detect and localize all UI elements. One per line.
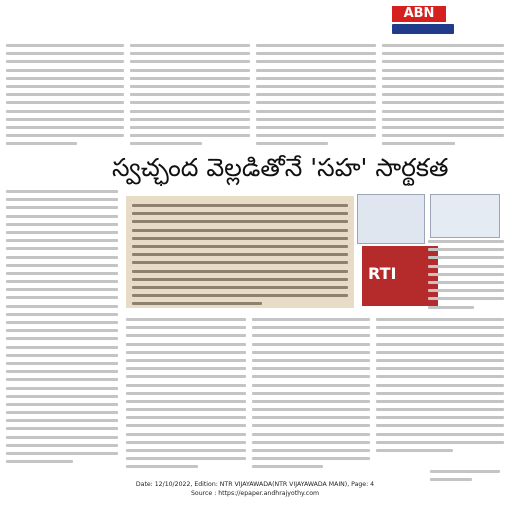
text-line-placeholder xyxy=(6,411,118,414)
text-line-placeholder xyxy=(6,77,124,80)
text-line-placeholder xyxy=(376,343,504,346)
text-line-placeholder xyxy=(6,206,118,209)
text-line-placeholder xyxy=(6,436,118,439)
text-line-placeholder xyxy=(132,237,348,240)
text-line-placeholder xyxy=(6,52,124,55)
text-line-placeholder xyxy=(252,334,370,337)
text-line-placeholder xyxy=(126,334,246,337)
text-line-placeholder xyxy=(126,424,246,427)
text-line-placeholder xyxy=(126,408,246,411)
text-line-placeholder xyxy=(256,126,376,129)
text-line-placeholder xyxy=(256,134,376,137)
text-line-placeholder xyxy=(132,220,348,223)
text-line-placeholder xyxy=(428,297,504,300)
text-line-placeholder xyxy=(6,44,124,47)
text-line-placeholder xyxy=(132,212,348,215)
text-line-placeholder xyxy=(376,441,504,444)
text-line-placeholder xyxy=(382,85,504,88)
text-line-placeholder xyxy=(126,367,246,370)
text-line-placeholder xyxy=(130,44,250,47)
text-line-placeholder xyxy=(256,69,376,72)
text-line-placeholder xyxy=(376,408,504,411)
text-line-placeholder xyxy=(428,240,504,243)
text-line-placeholder xyxy=(252,384,370,387)
text-line-placeholder xyxy=(376,351,504,354)
text-line-placeholder xyxy=(252,400,370,403)
text-line-placeholder xyxy=(428,256,504,259)
text-line-placeholder xyxy=(6,329,118,332)
text-line-placeholder xyxy=(428,265,504,268)
text-line-placeholder xyxy=(382,110,504,113)
text-line-placeholder xyxy=(6,346,118,349)
text-line-placeholder xyxy=(252,465,323,468)
text-line-placeholder xyxy=(6,280,118,283)
text-line-placeholder xyxy=(132,294,348,297)
text-line-placeholder xyxy=(132,245,348,248)
text-line-placeholder xyxy=(252,367,370,370)
text-line-placeholder xyxy=(382,60,504,63)
logo-abn-text: ABN xyxy=(403,6,435,21)
text-line-placeholder xyxy=(130,134,250,137)
text-line-placeholder xyxy=(126,343,246,346)
text-line-placeholder xyxy=(382,134,504,137)
text-line-placeholder xyxy=(256,118,376,121)
text-line-placeholder xyxy=(256,60,376,63)
text-line-placeholder xyxy=(376,433,504,436)
text-line-placeholder xyxy=(252,457,370,460)
body-column-top-right xyxy=(382,44,504,150)
text-line-placeholder xyxy=(6,101,124,104)
text-line-placeholder xyxy=(252,326,370,329)
text-line-placeholder xyxy=(382,44,504,47)
text-line-placeholder xyxy=(428,306,474,309)
text-line-placeholder xyxy=(132,270,348,273)
text-line-placeholder xyxy=(132,229,348,232)
text-line-placeholder xyxy=(376,384,504,387)
text-line-placeholder xyxy=(6,85,124,88)
text-line-placeholder xyxy=(6,321,118,324)
text-line-placeholder xyxy=(252,441,370,444)
text-line-placeholder xyxy=(376,359,504,362)
body-column-left xyxy=(6,190,118,468)
text-line-placeholder xyxy=(126,375,246,378)
body-column-bottom-3 xyxy=(376,318,504,457)
text-line-placeholder xyxy=(256,93,376,96)
text-line-placeholder xyxy=(126,400,246,403)
text-line-placeholder xyxy=(252,433,370,436)
text-line-placeholder xyxy=(126,359,246,362)
text-line-placeholder xyxy=(376,367,504,370)
text-line-placeholder xyxy=(132,278,348,281)
text-line-placeholder xyxy=(6,223,118,226)
photo-court-building xyxy=(357,194,425,244)
text-line-placeholder xyxy=(6,60,124,63)
text-line-placeholder xyxy=(6,395,118,398)
text-line-placeholder xyxy=(6,272,118,275)
text-line-placeholder xyxy=(6,288,118,291)
text-line-placeholder xyxy=(130,118,250,121)
text-line-placeholder xyxy=(252,343,370,346)
text-line-placeholder xyxy=(6,118,124,121)
text-line-placeholder xyxy=(6,313,118,316)
text-line-placeholder xyxy=(252,351,370,354)
text-line-placeholder xyxy=(6,370,118,373)
text-line-placeholder xyxy=(382,126,504,129)
text-line-placeholder xyxy=(6,444,118,447)
text-line-placeholder xyxy=(256,52,376,55)
text-line-placeholder xyxy=(256,85,376,88)
text-line-placeholder xyxy=(252,359,370,362)
text-line-placeholder xyxy=(126,433,246,436)
text-line-placeholder xyxy=(6,231,118,234)
logo-tagline-block xyxy=(392,24,454,34)
photo-rti-gavel xyxy=(362,246,438,306)
text-line-placeholder xyxy=(132,302,262,305)
footer-edition-line: Date: 12/10/2022, Edition: NTR VIJAYAWADA(NTR VIJAYAWADA MAIN), Page: 4 xyxy=(135,481,375,488)
text-line-placeholder xyxy=(256,101,376,104)
text-line-placeholder xyxy=(256,110,376,113)
text-line-placeholder xyxy=(382,52,504,55)
text-line-placeholder xyxy=(6,354,118,357)
text-line-placeholder xyxy=(126,457,246,460)
text-line-placeholder xyxy=(376,334,504,337)
text-line-placeholder xyxy=(428,289,504,292)
text-line-placeholder xyxy=(382,118,504,121)
text-line-placeholder xyxy=(130,110,250,113)
body-column-top-middle-left xyxy=(130,44,250,150)
text-line-placeholder xyxy=(376,318,504,321)
text-line-placeholder xyxy=(6,198,118,201)
body-column-right-upper xyxy=(428,240,504,314)
text-line-placeholder xyxy=(132,286,348,289)
text-line-placeholder xyxy=(130,60,250,63)
intro-highlight-box xyxy=(126,196,354,308)
text-line-placeholder xyxy=(130,142,202,145)
text-line-placeholder xyxy=(376,375,504,378)
text-line-placeholder xyxy=(130,93,250,96)
text-line-placeholder xyxy=(126,465,198,468)
text-line-placeholder xyxy=(6,126,124,129)
text-line-placeholder xyxy=(6,337,118,340)
text-line-placeholder xyxy=(6,305,118,308)
masthead-logo xyxy=(392,6,510,36)
text-line-placeholder xyxy=(6,239,118,242)
text-line-placeholder xyxy=(132,204,348,207)
article-headline: స్వచ్ఛంద వెల్లడితోనే 'సహ' సార్థకత xyxy=(112,153,449,182)
text-line-placeholder xyxy=(6,460,73,463)
text-line-placeholder xyxy=(132,253,348,256)
text-line-placeholder xyxy=(130,85,250,88)
text-line-placeholder xyxy=(428,248,504,251)
text-line-placeholder xyxy=(130,101,250,104)
body-column-bottom-2 xyxy=(252,318,370,474)
text-line-placeholder xyxy=(126,416,246,419)
text-line-placeholder xyxy=(382,93,504,96)
rti-image-text: RTI xyxy=(368,264,397,283)
text-line-placeholder xyxy=(6,134,124,137)
text-line-placeholder xyxy=(130,77,250,80)
text-line-placeholder xyxy=(126,441,246,444)
text-line-placeholder xyxy=(256,77,376,80)
text-line-placeholder xyxy=(6,419,118,422)
text-line-placeholder xyxy=(6,296,118,299)
text-line-placeholder xyxy=(252,375,370,378)
text-line-placeholder xyxy=(126,351,246,354)
text-line-placeholder xyxy=(126,318,246,321)
text-line-placeholder xyxy=(126,384,246,387)
text-line-placeholder xyxy=(382,142,455,145)
text-line-placeholder xyxy=(376,424,504,427)
text-line-placeholder xyxy=(252,392,370,395)
body-column-bottom-1 xyxy=(126,318,246,474)
text-line-placeholder xyxy=(6,362,118,365)
text-line-placeholder xyxy=(6,93,124,96)
text-line-placeholder xyxy=(6,69,124,72)
text-line-placeholder xyxy=(376,392,504,395)
text-line-placeholder xyxy=(130,69,250,72)
text-line-placeholder xyxy=(252,424,370,427)
text-line-placeholder xyxy=(252,449,370,452)
text-line-placeholder xyxy=(376,326,504,329)
text-line-placeholder xyxy=(6,403,118,406)
text-line-placeholder xyxy=(376,400,504,403)
text-line-placeholder xyxy=(382,69,504,72)
text-line-placeholder xyxy=(428,281,504,284)
text-line-placeholder xyxy=(256,142,328,145)
text-line-placeholder xyxy=(130,52,250,55)
text-line-placeholder xyxy=(382,77,504,80)
text-line-placeholder xyxy=(430,470,500,473)
text-line-placeholder xyxy=(376,449,453,452)
text-line-placeholder xyxy=(6,378,118,381)
text-line-placeholder xyxy=(6,142,77,145)
text-line-placeholder xyxy=(6,110,124,113)
text-line-placeholder xyxy=(6,215,118,218)
text-line-placeholder xyxy=(252,408,370,411)
text-line-placeholder xyxy=(252,318,370,321)
text-line-placeholder xyxy=(6,247,118,250)
text-line-placeholder xyxy=(6,264,118,267)
body-column-top-middle-right xyxy=(256,44,376,150)
text-line-placeholder xyxy=(126,326,246,329)
intro-text xyxy=(132,204,348,310)
body-column-top-left xyxy=(6,44,124,150)
text-line-placeholder xyxy=(382,101,504,104)
text-line-placeholder xyxy=(6,387,118,390)
text-line-placeholder xyxy=(126,392,246,395)
photo-rti-website xyxy=(430,194,500,238)
text-line-placeholder xyxy=(256,44,376,47)
page-footer xyxy=(0,480,510,498)
text-line-placeholder xyxy=(376,416,504,419)
text-line-placeholder xyxy=(252,416,370,419)
text-line-placeholder xyxy=(6,190,118,193)
text-line-placeholder xyxy=(6,427,118,430)
text-line-placeholder xyxy=(6,452,118,455)
text-line-placeholder xyxy=(126,449,246,452)
text-line-placeholder xyxy=(132,261,348,264)
footer-source-line: Source : https://epaper.andhrajyothy.com xyxy=(190,490,320,497)
text-line-placeholder xyxy=(130,126,250,129)
text-line-placeholder xyxy=(428,273,504,276)
text-line-placeholder xyxy=(6,256,118,259)
